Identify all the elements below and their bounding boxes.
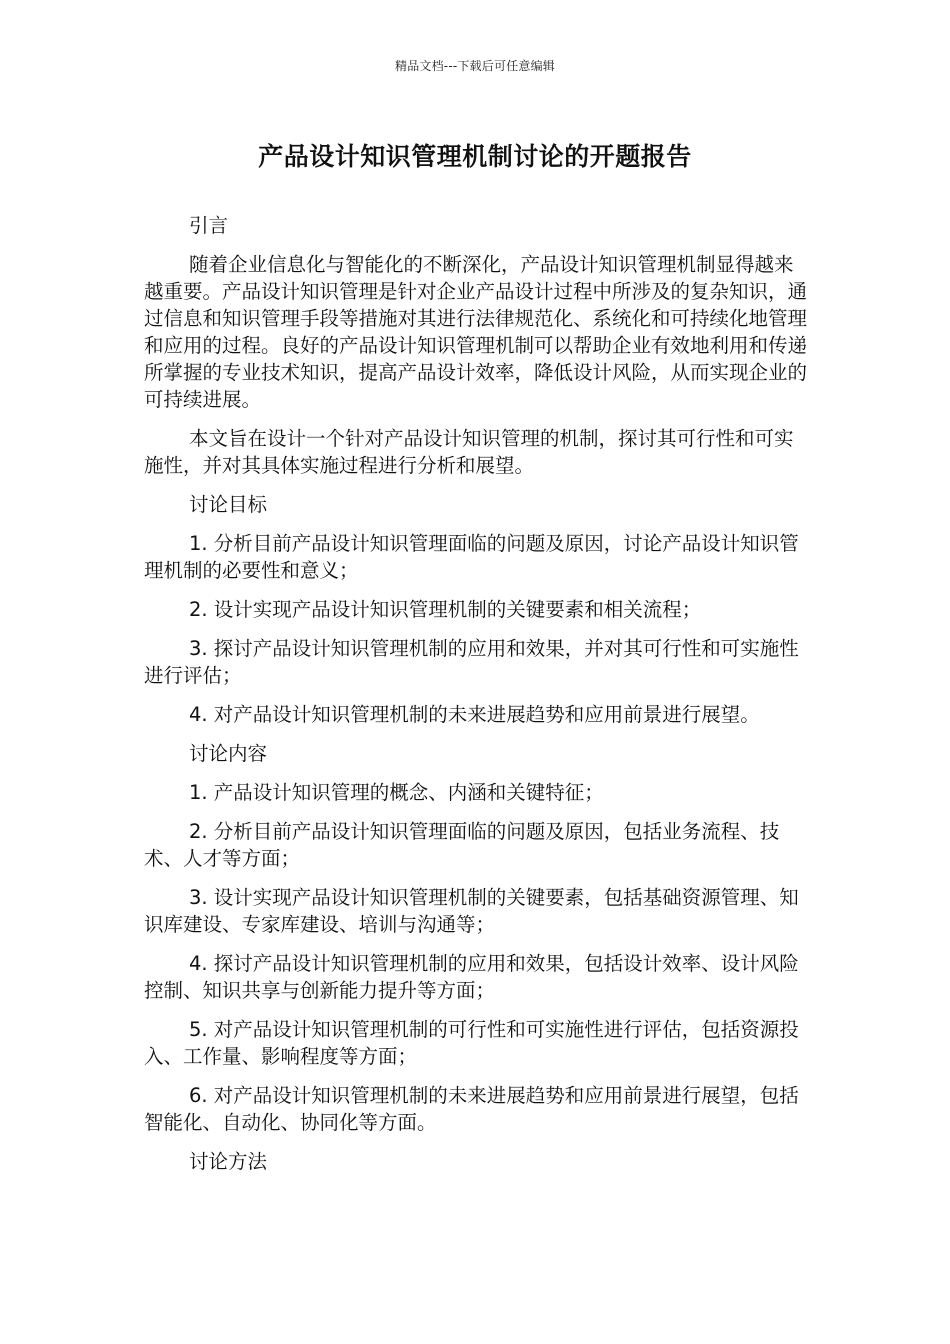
list-item: 3. 探讨产品设计知识管理机制的应用和效果，并对其可行性和可实施性进行评估；: [144, 637, 799, 687]
paragraph: 本文旨在设计一个针对产品设计知识管理的机制，探讨其可行性和可实施性，并对其具体实施过程进行分析和展望。: [144, 427, 794, 477]
list-item: 2. 分析目前产品设计知识管理面临的问题及原因，包括业务流程、技术、人才等方面；: [144, 820, 780, 870]
section-heading-content: 讨论内容: [189, 742, 268, 765]
list-item: 4. 对产品设计知识管理机制的未来进展趋势和应用前景进行展望。: [189, 703, 760, 726]
document-title: 产品设计知识管理机制讨论的开题报告: [258, 142, 692, 171]
list-item: 4. 探讨产品设计知识管理机制的应用和效果，包括设计效率、设计风险控制、知识共享与创新能力提升等方面；: [144, 952, 799, 1002]
section-heading-methods: 讨论方法: [189, 1150, 268, 1173]
list-item: 1. 分析目前产品设计知识管理面临的问题及原因，讨论产品设计知识管理机制的必要性和意义；: [144, 532, 799, 582]
section-heading-introduction: 引言: [189, 214, 229, 237]
paragraph: 随着企业信息化与智能化的不断深化，产品设计知识管理机制显得越来越重要。产品设计知识管理是针对企业产品设计过程中所涉及的复杂知识，通过信息和知识管理手段等措施对其进行法律规范化、系统化和可持续化地管理和应用的过程。良好的产品设计知识管理机制可以帮助企业有效地利用和传递所掌握的专业技术知识，提高产品设计效率，降低设计风险，从而实现企业的可持续进展。: [144, 253, 808, 411]
header-note: 精品文档---下载后可任意编辑: [395, 59, 555, 73]
list-item: 3. 设计实现产品设计知识管理机制的关键要素，包括基础资源管理、知识库建设、专家库建设、培训与沟通等；: [144, 886, 799, 936]
list-item: 2. 设计实现产品设计知识管理机制的关键要素和相关流程；: [189, 598, 702, 621]
section-heading-objectives: 讨论目标: [189, 493, 268, 516]
list-item: 1. 产品设计知识管理的概念、内涵和关键特征；: [189, 781, 604, 804]
list-item: 6. 对产品设计知识管理机制的未来进展趋势和应用前景进行展望，包括智能化、自动化、协同化等方面。: [144, 1084, 799, 1134]
list-item: 5. 对产品设计知识管理机制的可行性和可实施性进行评估，包括资源投入、工作量、影响程度等方面；: [144, 1018, 799, 1068]
document-body: [144, 212, 808, 1187]
